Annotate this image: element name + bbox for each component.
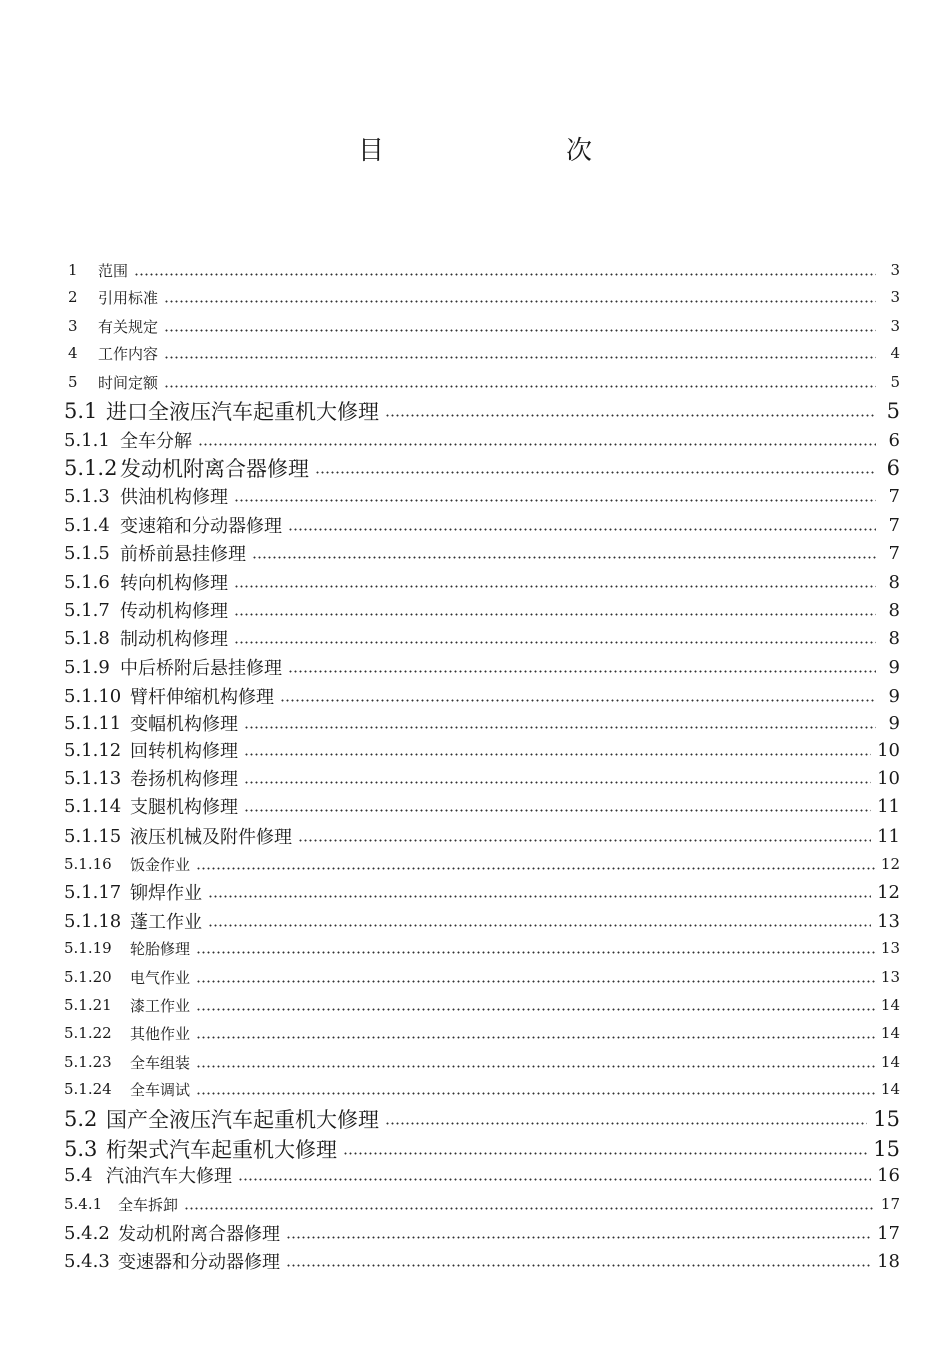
toc-entry-page: 10	[877, 739, 900, 761]
toc-dot-leader	[244, 809, 871, 812]
toc-entry-page: 17	[877, 1222, 900, 1244]
toc-entry-label: 国产全液压汽车起重机大修理	[106, 1108, 379, 1132]
toc-entry-label: 制动机构修理	[120, 629, 228, 650]
toc-entry-page: 3	[890, 288, 900, 306]
toc-entry-number: 5.1.3	[64, 485, 110, 507]
toc-entry-number: 5.1.2	[64, 456, 118, 480]
toc-entry-label: 引用标准	[98, 288, 159, 307]
toc-dot-leader	[196, 1008, 875, 1011]
toc-entry-page: 3	[890, 317, 900, 335]
toc-entry-page: 6	[888, 429, 900, 451]
toc-entry[interactable]	[64, 512, 900, 538]
toc-dot-leader	[244, 753, 871, 756]
toc-entry-number: 5.1.5	[64, 542, 110, 564]
toc-entry-number: 5.1.16	[64, 855, 112, 873]
toc-entry[interactable]	[64, 908, 900, 934]
toc-dot-leader	[238, 1178, 871, 1181]
toc-entry-label: 漆工作业	[130, 996, 191, 1015]
toc-entry-page: 13	[877, 910, 900, 932]
toc-entry-page: 3	[890, 261, 900, 279]
toc-entry-label: 臂杆伸缩机构修理	[130, 687, 274, 708]
toc-entry-number: 5.1.12	[64, 739, 122, 761]
toc-entry-page: 8	[888, 599, 900, 621]
toc-entry[interactable]	[64, 569, 900, 595]
toc-entry-label: 蓬工作业	[130, 912, 202, 933]
toc-dot-leader	[196, 1065, 875, 1068]
toc-entry-page: 18	[877, 1250, 900, 1272]
toc-dot-leader	[385, 414, 876, 417]
toc-entry-label: 发动机附离合器修理	[118, 1224, 280, 1245]
toc-entry[interactable]	[64, 964, 900, 990]
toc-entry-label: 汽油汽车大修理	[106, 1166, 232, 1187]
toc-entry[interactable]	[64, 765, 900, 791]
toc-entry-page: 16	[877, 1164, 900, 1186]
toc-entry[interactable]	[64, 483, 900, 509]
toc-entry-number: 5.1.4	[64, 514, 110, 536]
toc-entry-number: 3	[68, 317, 78, 335]
toc-entry-label: 变幅机构修理	[130, 714, 238, 735]
toc-entry-number: 5.3	[64, 1137, 98, 1161]
toc-entry-label: 中后桥附后悬挂修理	[120, 658, 282, 679]
toc-entry-label: 进口全液压汽车起重机大修理	[106, 400, 379, 424]
toc-entry[interactable]	[68, 313, 900, 339]
toc-entry-label: 有关规定	[98, 317, 159, 336]
toc-entry[interactable]	[64, 1049, 900, 1075]
toc-entry[interactable]	[64, 793, 900, 819]
toc-dot-leader	[252, 556, 876, 559]
toc-dot-leader	[196, 1092, 875, 1095]
toc-entry[interactable]	[64, 455, 900, 481]
toc-entry-label: 饭金作业	[130, 855, 191, 874]
toc-entry-number: 5.1.9	[64, 656, 110, 678]
toc-entry[interactable]	[68, 257, 900, 283]
toc-entry-number: 5.2	[64, 1107, 98, 1131]
toc-entry-label: 时间定额	[98, 373, 159, 392]
toc-entry-number: 5.1.7	[64, 599, 110, 621]
toc-entry-page: 9	[888, 656, 900, 678]
toc-dot-leader	[184, 1207, 875, 1210]
toc-dot-leader	[286, 1264, 871, 1267]
toc-entry[interactable]	[64, 1220, 900, 1246]
toc-entry-page: 5	[886, 399, 900, 423]
toc-dot-leader	[164, 356, 876, 359]
toc-entry-number: 5.1.10	[64, 685, 122, 707]
toc-entry-page: 14	[880, 1024, 900, 1042]
toc-entry[interactable]	[64, 683, 900, 709]
toc-dot-leader	[244, 726, 876, 729]
toc-entry[interactable]	[68, 369, 900, 395]
toc-entry-number: 5.1	[64, 399, 98, 423]
toc-entry-number: 5.1.11	[64, 712, 122, 734]
toc-entry[interactable]	[68, 284, 900, 310]
toc-dot-leader	[234, 585, 876, 588]
toc-entry[interactable]	[64, 1076, 900, 1102]
toc-entry-number: 5.4.2	[64, 1222, 110, 1244]
toc-entry-number: 5.1.17	[64, 881, 122, 903]
toc-dot-leader	[196, 951, 875, 954]
toc-entry-label: 发动机附离合器修理	[120, 457, 309, 481]
toc-entry[interactable]	[64, 879, 900, 905]
toc-entry-label: 支腿机构修理	[130, 797, 238, 818]
toc-entry-page: 14	[880, 1080, 900, 1098]
toc-dot-leader	[298, 839, 871, 842]
page-title: 目 次	[357, 136, 670, 166]
toc-entry-page: 13	[880, 939, 900, 957]
toc-entry-number: 5.1.6	[64, 571, 110, 593]
toc-entry[interactable]	[64, 737, 900, 763]
toc-dot-leader	[385, 1122, 867, 1125]
toc-entry-label: 液压机械及附件修理	[130, 827, 292, 848]
toc-dot-leader	[288, 528, 876, 531]
toc-entry-page: 15	[873, 1107, 900, 1131]
toc-entry-label: 工作内容	[98, 344, 159, 363]
toc-entry-page: 5	[890, 373, 900, 391]
toc-dot-leader	[164, 385, 876, 388]
toc-entry[interactable]	[64, 1191, 900, 1217]
toc-dot-leader	[198, 443, 876, 446]
toc-entry-number: 5.1.1	[64, 429, 110, 451]
toc-entry-label: 卷扬机构修理	[130, 769, 238, 790]
toc-entry-page: 10	[877, 767, 900, 789]
toc-entry[interactable]	[64, 398, 900, 424]
toc-entry-number: 1	[68, 261, 78, 279]
toc-entry[interactable]	[64, 625, 900, 651]
toc-entry[interactable]	[64, 823, 900, 849]
toc-entry[interactable]	[64, 851, 900, 877]
toc-dot-leader	[244, 781, 871, 784]
toc-dot-leader	[288, 670, 876, 673]
toc-entry-number: 5	[68, 373, 78, 391]
toc-entry-label: 全车调试	[130, 1080, 191, 1099]
toc-entry-page: 9	[888, 712, 900, 734]
toc-dot-leader	[134, 273, 876, 276]
toc-entry[interactable]	[64, 1136, 900, 1162]
toc-entry-label: 前桥前悬挂修理	[120, 544, 246, 565]
toc-entry-label: 变速箱和分动器修理	[120, 516, 282, 537]
toc-entry-label: 供油机构修理	[120, 487, 228, 508]
toc-entry-page: 13	[880, 968, 900, 986]
toc-entry-page: 12	[880, 855, 900, 873]
toc-entry-number: 5.1.13	[64, 767, 122, 789]
toc-entry-label: 全车分解	[120, 431, 192, 452]
toc-entry-page: 6	[886, 456, 900, 480]
toc-entry-page: 8	[888, 627, 900, 649]
toc-dot-leader	[234, 641, 876, 644]
toc-dot-leader	[315, 471, 876, 474]
toc-entry-label: 电气作业	[130, 968, 191, 987]
toc-entry-page: 11	[877, 825, 900, 847]
toc-dot-leader	[286, 1236, 871, 1239]
toc-entry-page: 4	[890, 344, 900, 362]
toc-entry[interactable]	[64, 1248, 900, 1274]
toc-entry[interactable]	[64, 1106, 900, 1132]
toc-entry-number: 4	[68, 344, 78, 362]
toc-entry-page: 15	[873, 1137, 900, 1161]
toc-entry[interactable]	[64, 654, 900, 680]
toc-entry-number: 5.1.18	[64, 910, 122, 932]
toc-entry-label: 变速器和分动器修理	[118, 1252, 280, 1273]
toc-entry-label: 传动机构修理	[120, 601, 228, 622]
toc-entry-number: 5.1.19	[64, 939, 112, 957]
toc-dot-leader	[208, 895, 871, 898]
toc-entry-number: 5.1.15	[64, 825, 122, 847]
toc-entry-label: 轮胎修理	[130, 939, 191, 958]
toc-entry-number: 5.4	[64, 1164, 93, 1186]
toc-entry-number: 5.1.22	[64, 1024, 112, 1042]
toc-entry-number: 5.1.8	[64, 627, 110, 649]
toc-entry-number: 5.1.23	[64, 1053, 112, 1071]
toc-entry-number: 5.1.21	[64, 996, 112, 1014]
toc-entry-number: 5.1.20	[64, 968, 112, 986]
toc-entry[interactable]	[64, 710, 900, 736]
toc-entry-page: 7	[888, 542, 900, 564]
toc-entry-page: 14	[880, 1053, 900, 1071]
toc-entry-label: 全车组装	[130, 1053, 191, 1072]
toc-entry-label: 全车拆卸	[118, 1195, 179, 1214]
toc-dot-leader	[196, 980, 875, 983]
toc-entry-page: 11	[877, 795, 900, 817]
toc-dot-leader	[234, 499, 876, 502]
toc-entry[interactable]	[68, 340, 900, 366]
toc-entry-page: 7	[888, 485, 900, 507]
toc-entry-page: 12	[877, 881, 900, 903]
toc-entry-label: 转向机构修理	[120, 573, 228, 594]
toc-entry[interactable]	[64, 597, 900, 623]
toc-entry[interactable]	[64, 935, 900, 961]
toc-dot-leader	[234, 613, 876, 616]
toc-entry[interactable]	[64, 1020, 900, 1046]
toc-entry[interactable]	[64, 427, 900, 453]
toc-entry-page: 7	[888, 514, 900, 536]
toc-dot-leader	[208, 924, 871, 927]
toc-dot-leader	[164, 329, 876, 332]
toc-entry[interactable]	[64, 1162, 900, 1188]
toc-entry-label: 范围	[98, 261, 129, 280]
toc-entry-page: 14	[880, 996, 900, 1014]
toc-entry[interactable]	[64, 540, 900, 566]
toc-entry-number: 5.4.3	[64, 1250, 110, 1272]
toc-entry-label: 铆焊作业	[130, 883, 202, 904]
toc-entry-label: 回转机构修理	[130, 741, 238, 762]
toc-entry-page: 8	[888, 571, 900, 593]
toc-entry-label: 其他作业	[130, 1024, 191, 1043]
toc-entry-number: 5.4.1	[64, 1195, 103, 1213]
toc-dot-leader	[196, 1036, 875, 1039]
toc-dot-leader	[280, 699, 876, 702]
toc-dot-leader	[196, 867, 875, 870]
toc-entry-label: 桁架式汽车起重机大修理	[106, 1138, 337, 1162]
toc-entry[interactable]	[64, 992, 900, 1018]
toc-dot-leader	[343, 1152, 867, 1155]
toc-entry-page: 17	[880, 1195, 900, 1213]
toc-dot-leader	[164, 300, 876, 303]
toc-entry-number: 5.1.14	[64, 795, 122, 817]
toc-entry-page: 9	[888, 685, 900, 707]
toc-entry-number: 2	[68, 288, 78, 306]
toc-entry-number: 5.1.24	[64, 1080, 112, 1098]
